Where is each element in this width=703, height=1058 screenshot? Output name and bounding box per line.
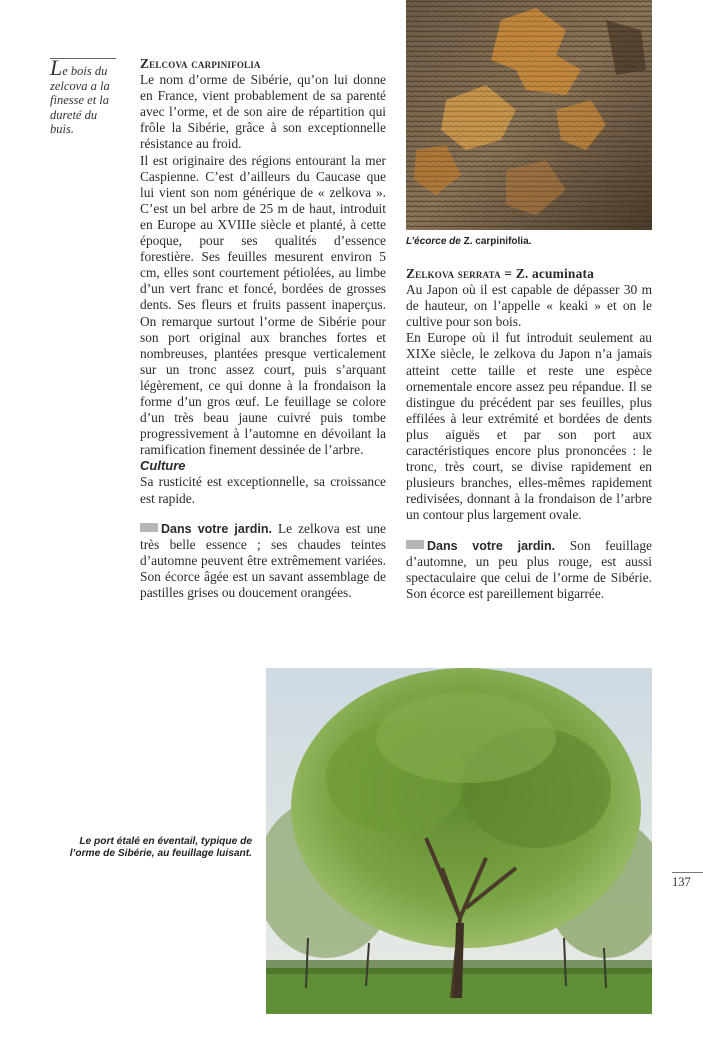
right-column [406, 266, 652, 602]
tree-caption: Le port étalé en éventail, typique de l’orme de Sibérie, au feuillage luisant. [69, 836, 252, 859]
left-paragraph-1: Le nom d’orme de Sibérie, qu’on lui donne en France, vient probablement de sa parenté avec l’orme, et de son aire de répartition qui frôle la Sibérie, grâce à son exceptionnelle résistance au froid. [140, 72, 386, 152]
left-garden-note [140, 521, 386, 601]
tree-photo [266, 668, 652, 1014]
culture-text: Sa rusticité est exceptionnelle, sa croissance est rapide. [140, 474, 386, 506]
heading-zelkova-serrata: Zelkova serrata = Z. acuminata [406, 266, 595, 281]
page-number-rule [672, 872, 703, 873]
right-garden-note [406, 538, 652, 602]
right-garden-text: Son feuillage d’automne, un peu plus rouge, est aussi spectaculaire que celui de l’orme de Sibérie. Son écorce est pareillement bigarrée. [406, 537, 652, 601]
heading-zelcova-carpinifolia: Zelcova carpinifolia [140, 56, 261, 71]
grey-square-icon [140, 523, 158, 532]
bark-photo [406, 0, 652, 230]
left-paragraph-2: Il est originaire des régions entourant la mer Caspienne. C’est d’ailleurs du Caucase que lui vient son nom générique de « zelkova ». C’est un bel arbre de 25 m de haut, introduit en Europe au XVIIIe siècle et planté, à cette époque, pour ses qualités d’essence forestière. Ses feuilles mesurent environ 5 cm, elles sont courtement pétiolées, au limbe d’un vert franc et foncé, bordées de grosses dents. Ses fleurs et fruits passent inaperçus. On remarque surtout l’orme de Sibérie pour son port original aux branches fortes et nombreuses, plantées presque verticalement sur un tronc assez court, puis s’arquant légèrement, ce qui donne à la frondaison la forme d’un gros œuf. Le feuillage se colore d’un très beau jaune cuivré puis tombe progressivement à l’automne en dévoilant la ramification finement dessinée de l’arbre. [140, 152, 386, 458]
left-garden-text: Le zelkova est une très belle essence ; ses chaudes teintes d’automne peuvent être extrêmement variées. Son écorce âgée est un savant assemblage de pastilles grises ou doucement orangées. [140, 520, 386, 600]
right-paragraph-1: Au Japon où il est capable de dépasser 30 m de hauteur, on l’appelle « keaki » et on le cultive pour son bois. [406, 282, 652, 330]
left-garden-title: Dans votre jardin. [161, 521, 272, 536]
bark-caption: L’écorce de Z. carpinifolia. [406, 236, 532, 247]
left-column [140, 56, 386, 601]
margin-quote-text: e bois du zelcova a la finesse et la dureté du buis. [50, 64, 110, 136]
right-paragraph-2: En Europe où il fut introduit seulement au XIXe siècle, le zelkova du Japon n’a jamais atteint cette taille et reste une espèce ornementale encore assez peu répandue. Il se distingue du précédent par ses feuilles, plus effilées à leur extrémité et bordées de dents plus aiguës et par son port aux caractéristiques encore plus prononcées : le tronc, très court, se divise rapidement en plusieurs branches, elles-mêmes rapidement redivisées, donnant à la frondaison de l’arbre un contour plus largement ovale. [406, 330, 652, 523]
margin-quote [50, 55, 122, 137]
right-garden-title: Dans votre jardin. [427, 538, 556, 553]
culture-heading: Culture [140, 458, 186, 474]
page-number: 137 [672, 872, 703, 890]
margin-quote-drop-letter: L [50, 55, 63, 80]
grey-square-icon [406, 540, 424, 549]
